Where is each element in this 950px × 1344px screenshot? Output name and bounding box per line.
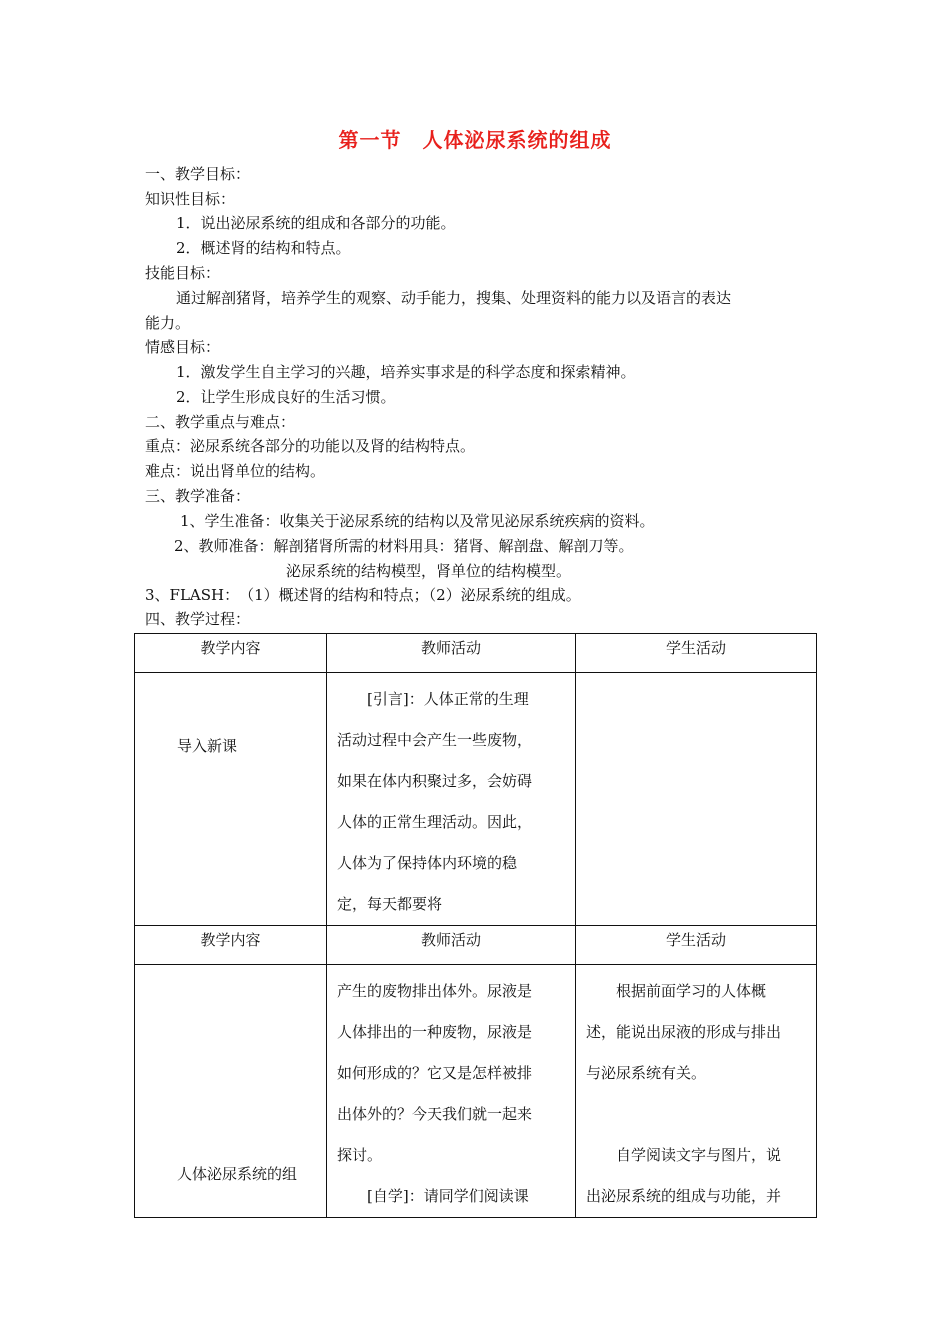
column-header: 学生活动 [576,634,817,673]
emotion-item: 2．让学生形成良好的生活习惯。 [176,388,396,406]
teacher-activity-cell [327,673,576,926]
content-cell: 人体泌尿系统的组 [177,1165,298,1183]
knowledge-item: 1．说出泌尿系统的组成和各部分的功能。 [176,214,456,232]
knowledge-heading: 知识性目标： [145,190,236,208]
flash-preparation: 3、FLASH： （1）概述肾的结构和特点；（2）泌尿系统的组成。 [145,586,581,604]
knowledge-item: 2．概述肾的结构和特点。 [176,239,351,257]
text-line: 人体排出的一种废物，尿液是 [337,1023,533,1041]
text-line: 出泌尿系统的组成与功能，并 [586,1187,782,1205]
column-header: 教师活动 [327,634,576,673]
student-preparation: 1、学生准备：收集关于泌尿系统的结构以及常见泌尿系统疾病的资料。 [180,512,655,530]
text-line: 活动过程中会产生一些废物， [337,731,533,749]
emotion-item: 1．激发学生自主学习的兴趣，培养实事求是的科学态度和探索精神。 [176,363,636,381]
content-cell: 导入新课 [177,737,238,755]
text-line: 出体外的？今天我们就一起来 [337,1105,533,1123]
table-header-row [135,926,817,965]
preparation-heading: 三、教学准备： [145,487,251,505]
text-line: [引言]：人体正常的生理 [367,690,529,708]
column-header: 学生活动 [576,926,817,965]
emotion-heading: 情感目标： [145,338,221,356]
objectives-heading: 一、教学目标： [145,165,251,183]
text-line: 自学阅读文字与图片，说 [616,1146,782,1164]
text-line: [自学]：请同学们阅读课 [367,1187,529,1205]
blank-line [586,1094,806,1135]
table-row [135,965,817,1218]
text-line: 人体为了保持体内环境的稳 [337,854,518,872]
difficult-point: 难点：说出肾单位的结构。 [145,462,326,480]
column-header: 教学内容 [135,634,327,673]
text-line: 如果在体内积聚过多，会妨碍 [337,772,533,790]
column-header: 教师活动 [327,926,576,965]
key-point: 重点：泌尿系统各部分的功能以及肾的结构特点。 [145,437,476,455]
text-line: 探讨。 [337,1146,383,1164]
skill-text-cont: 能力。 [145,314,191,332]
column-header: 教学内容 [135,926,327,965]
text-line: 与泌尿系统有关。 [586,1064,707,1082]
text-line: 根据前面学习的人体概 [616,982,767,1000]
key-points-heading: 二、教学重点与难点： [145,413,296,431]
table-header-row [135,634,817,673]
skill-text: 通过解剖猪肾，培养学生的观察、动手能力，搜集、处理资料的能力以及语言的表达 [176,289,732,307]
text-line: 如何形成的？它又是怎样被排 [337,1064,533,1082]
text-line: 人体的正常生理活动。因此， [337,813,533,831]
table-row [135,673,817,926]
student-activity-cell [576,965,817,1218]
teacher-preparation-cont: 泌尿系统的结构模型，肾单位的结构模型。 [286,562,572,580]
teacher-activity-cell [327,965,576,1218]
text-line: 述，能说出尿液的形成与排出 [586,1023,782,1041]
skill-heading: 技能目标： [145,264,221,282]
text-line: 定，每天都要将 [337,895,443,913]
lesson-table [134,633,817,1218]
student-activity-cell [576,673,817,926]
teacher-preparation: 2、教师准备：解剖猪肾所需的材料用具：猪肾、解剖盘、解剖刀等。 [174,537,634,555]
process-heading: 四、教学过程： [145,610,251,628]
text-line: 产生的废物排出体外。尿液是 [337,982,533,1000]
page-title: 第一节 人体泌尿系统的组成 [338,128,612,152]
